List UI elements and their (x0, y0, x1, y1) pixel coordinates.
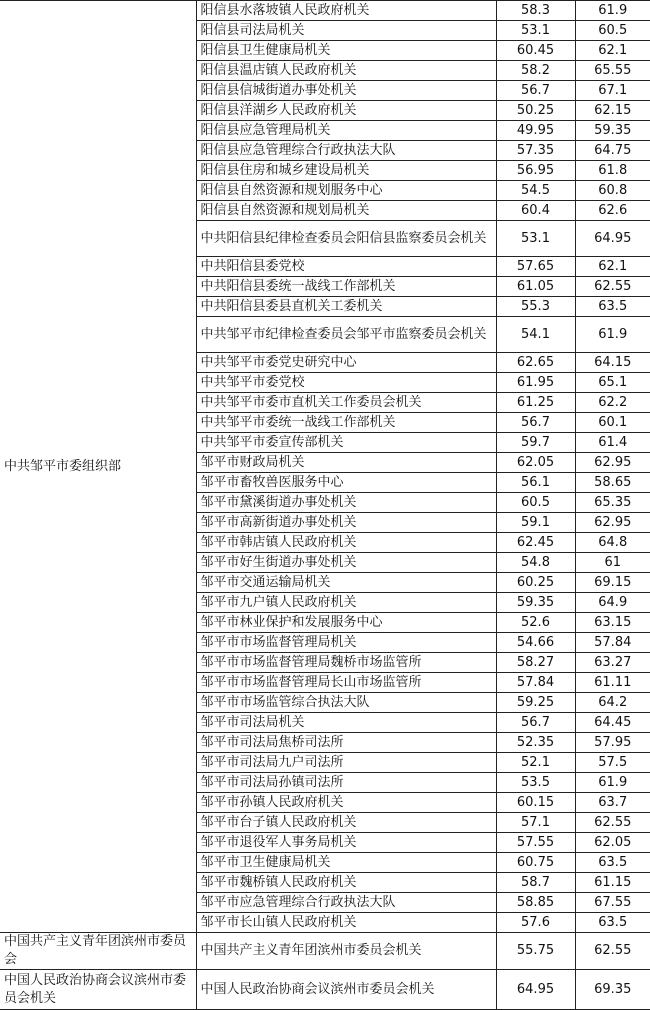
score2-cell: 64.9 (575, 593, 650, 613)
score1-cell: 55.3 (496, 297, 575, 317)
score2-cell: 63.5 (575, 853, 650, 873)
score2-cell: 61 (575, 553, 650, 573)
unit-cell: 邹平市高新街道办事处机关 (196, 513, 496, 533)
unit-cell: 邹平市畜牧兽医服务中心 (196, 473, 496, 493)
score2-cell: 62.05 (575, 833, 650, 853)
score1-cell: 54.66 (496, 633, 575, 653)
score2-cell: 61.9 (575, 773, 650, 793)
unit-cell: 邹平市黛溪街道办事处机关 (196, 493, 496, 513)
score1-cell: 58.7 (496, 873, 575, 893)
score2-cell: 63.15 (575, 613, 650, 633)
score1-cell: 64.95 (496, 970, 575, 1010)
unit-cell: 邹平市市场监督管理局魏桥市场监管所 (196, 653, 496, 673)
score2-cell: 62.55 (575, 813, 650, 833)
score1-cell: 60.45 (496, 41, 575, 61)
score1-cell: 49.95 (496, 121, 575, 141)
score1-cell: 57.6 (496, 913, 575, 933)
unit-cell: 邹平市财政局机关 (196, 453, 496, 473)
score2-cell: 62.2 (575, 393, 650, 413)
unit-cell: 阳信县温店镇人民政府机关 (196, 61, 496, 81)
score1-cell: 62.65 (496, 353, 575, 373)
unit-cell: 中国人民政治协商会议滨州市委员会机关 (196, 970, 496, 1010)
score2-cell: 64.95 (575, 221, 650, 257)
score1-cell: 59.25 (496, 693, 575, 713)
unit-cell: 邹平市司法局九户司法所 (196, 753, 496, 773)
score1-cell: 58.3 (496, 1, 575, 21)
score2-cell: 67.55 (575, 893, 650, 913)
table-row (0, 933, 650, 970)
unit-cell: 邹平市九户镇人民政府机关 (196, 593, 496, 613)
score1-cell: 60.5 (496, 493, 575, 513)
unit-cell: 邹平市韩店镇人民政府机关 (196, 533, 496, 553)
unit-cell: 阳信县住房和城乡建设局机关 (196, 161, 496, 181)
unit-cell: 邹平市交通运输局机关 (196, 573, 496, 593)
score2-cell: 62.55 (575, 933, 650, 970)
score1-cell: 58.2 (496, 61, 575, 81)
unit-cell: 中共邹平市纪律检查委员会邹平市监察委员会机关 (196, 317, 496, 353)
score2-cell: 69.15 (575, 573, 650, 593)
score1-cell: 53.1 (496, 221, 575, 257)
score2-cell: 59.35 (575, 121, 650, 141)
score2-cell: 61.11 (575, 673, 650, 693)
unit-cell: 中共邹平市委市直机关工作委员会机关 (196, 393, 496, 413)
unit-cell: 邹平市好生街道办事处机关 (196, 553, 496, 573)
score1-cell: 57.65 (496, 257, 575, 277)
score1-cell: 62.05 (496, 453, 575, 473)
score1-cell: 58.27 (496, 653, 575, 673)
unit-cell: 阳信县应急管理综合行政执法大队 (196, 141, 496, 161)
score1-cell: 60.75 (496, 853, 575, 873)
unit-cell: 中共邹平市委宣传部机关 (196, 433, 496, 453)
unit-cell: 阳信县卫生健康局机关 (196, 41, 496, 61)
unit-cell: 邹平市市场监管综合执法大队 (196, 693, 496, 713)
score2-cell: 60.5 (575, 21, 650, 41)
unit-cell: 邹平市退役军人事务局机关 (196, 833, 496, 853)
score2-cell: 61.8 (575, 161, 650, 181)
unit-cell: 邹平市林业保护和发展服务中心 (196, 613, 496, 633)
score2-cell: 62.55 (575, 277, 650, 297)
score2-cell: 61.4 (575, 433, 650, 453)
score1-cell: 55.75 (496, 933, 575, 970)
unit-cell: 邹平市司法局焦桥司法所 (196, 733, 496, 753)
score2-cell: 62.1 (575, 41, 650, 61)
unit-cell: 中共阳信县纪律检查委员会阳信县监察委员会机关 (196, 221, 496, 257)
score1-cell: 60.4 (496, 201, 575, 221)
score1-cell: 54.1 (496, 317, 575, 353)
department-cell: 中国共产主义青年团滨州市委员会 (0, 933, 196, 970)
score2-cell: 62.95 (575, 453, 650, 473)
unit-cell: 中国共产主义青年团滨州市委员会机关 (196, 933, 496, 970)
score2-cell: 64.8 (575, 533, 650, 553)
unit-cell: 邹平市孙镇人民政府机关 (196, 793, 496, 813)
score2-cell: 64.2 (575, 693, 650, 713)
score1-cell: 50.25 (496, 101, 575, 121)
unit-cell: 中共邹平市委党史研究中心 (196, 353, 496, 373)
department-cell: 中国人民政治协商会议滨州市委员会机关 (0, 970, 196, 1010)
score2-cell: 63.5 (575, 297, 650, 317)
score2-cell: 62.15 (575, 101, 650, 121)
score1-cell: 54.5 (496, 181, 575, 201)
score2-cell: 61.9 (575, 317, 650, 353)
score2-cell: 64.15 (575, 353, 650, 373)
score1-cell: 52.6 (496, 613, 575, 633)
unit-cell: 阳信县自然资源和规划服务中心 (196, 181, 496, 201)
score1-cell: 56.1 (496, 473, 575, 493)
unit-cell: 阳信县信城街道办事处机关 (196, 81, 496, 101)
score2-cell: 64.45 (575, 713, 650, 733)
score1-cell: 59.1 (496, 513, 575, 533)
score2-cell: 57.95 (575, 733, 650, 753)
unit-cell: 邹平市司法局孙镇司法所 (196, 773, 496, 793)
unit-cell: 邹平市应急管理综合行政执法大队 (196, 893, 496, 913)
score1-cell: 61.25 (496, 393, 575, 413)
unit-cell: 阳信县洋湖乡人民政府机关 (196, 101, 496, 121)
score2-cell: 69.35 (575, 970, 650, 1010)
score1-cell: 62.45 (496, 533, 575, 553)
unit-cell: 阳信县水落坡镇人民政府机关 (196, 1, 496, 21)
score1-cell: 57.35 (496, 141, 575, 161)
table-row (0, 1, 650, 21)
score1-cell: 56.7 (496, 413, 575, 433)
unit-cell: 阳信县应急管理局机关 (196, 121, 496, 141)
score2-cell: 62.95 (575, 513, 650, 533)
score2-cell: 61.15 (575, 873, 650, 893)
score2-cell: 58.65 (575, 473, 650, 493)
unit-cell: 邹平市司法局机关 (196, 713, 496, 733)
unit-cell: 邹平市市场监督管理局长山市场监管所 (196, 673, 496, 693)
score1-cell: 56.95 (496, 161, 575, 181)
score1-cell: 60.15 (496, 793, 575, 813)
unit-cell: 中共阳信县委县直机关工委机关 (196, 297, 496, 317)
score2-cell: 62.1 (575, 257, 650, 277)
unit-cell: 邹平市卫生健康局机关 (196, 853, 496, 873)
unit-cell: 阳信县司法局机关 (196, 21, 496, 41)
score1-cell: 60.25 (496, 573, 575, 593)
score1-cell: 57.1 (496, 813, 575, 833)
unit-cell: 中共邹平市委统一战线工作部机关 (196, 413, 496, 433)
unit-cell: 中共阳信县委党校 (196, 257, 496, 277)
unit-cell: 中共阳信县委统一战线工作部机关 (196, 277, 496, 297)
score2-cell: 63.5 (575, 913, 650, 933)
score2-cell: 61.9 (575, 1, 650, 21)
score1-cell: 53.5 (496, 773, 575, 793)
score1-cell: 52.35 (496, 733, 575, 753)
unit-cell: 邹平市市场监督管理局机关 (196, 633, 496, 653)
score2-cell: 60.1 (575, 413, 650, 433)
score1-cell: 61.95 (496, 373, 575, 393)
score2-cell: 62.6 (575, 201, 650, 221)
table-row (0, 970, 650, 1010)
score2-cell: 64.75 (575, 141, 650, 161)
unit-cell: 邹平市长山镇人民政府机关 (196, 913, 496, 933)
score2-cell: 65.1 (575, 373, 650, 393)
score1-cell: 59.35 (496, 593, 575, 613)
department-cell: 中共邹平市委组织部 (0, 1, 196, 933)
score1-cell: 53.1 (496, 21, 575, 41)
score1-cell: 58.85 (496, 893, 575, 913)
unit-cell: 阳信县自然资源和规划局机关 (196, 201, 496, 221)
score1-cell: 54.8 (496, 553, 575, 573)
score1-cell: 52.1 (496, 753, 575, 773)
score1-cell: 61.05 (496, 277, 575, 297)
score2-cell: 65.55 (575, 61, 650, 81)
score2-cell: 63.7 (575, 793, 650, 813)
score1-cell: 57.84 (496, 673, 575, 693)
unit-cell: 中共邹平市委党校 (196, 373, 496, 393)
score1-cell: 57.55 (496, 833, 575, 853)
score-table-body (0, 1, 650, 1010)
score1-cell: 56.7 (496, 81, 575, 101)
score2-cell: 57.5 (575, 753, 650, 773)
unit-cell: 邹平市魏桥镇人民政府机关 (196, 873, 496, 893)
score2-cell: 57.84 (575, 633, 650, 653)
score2-cell: 67.1 (575, 81, 650, 101)
score2-cell: 63.27 (575, 653, 650, 673)
score1-cell: 59.7 (496, 433, 575, 453)
score2-cell: 60.8 (575, 181, 650, 201)
score2-cell: 65.35 (575, 493, 650, 513)
score1-cell: 56.7 (496, 713, 575, 733)
unit-cell: 邹平市台子镇人民政府机关 (196, 813, 496, 833)
